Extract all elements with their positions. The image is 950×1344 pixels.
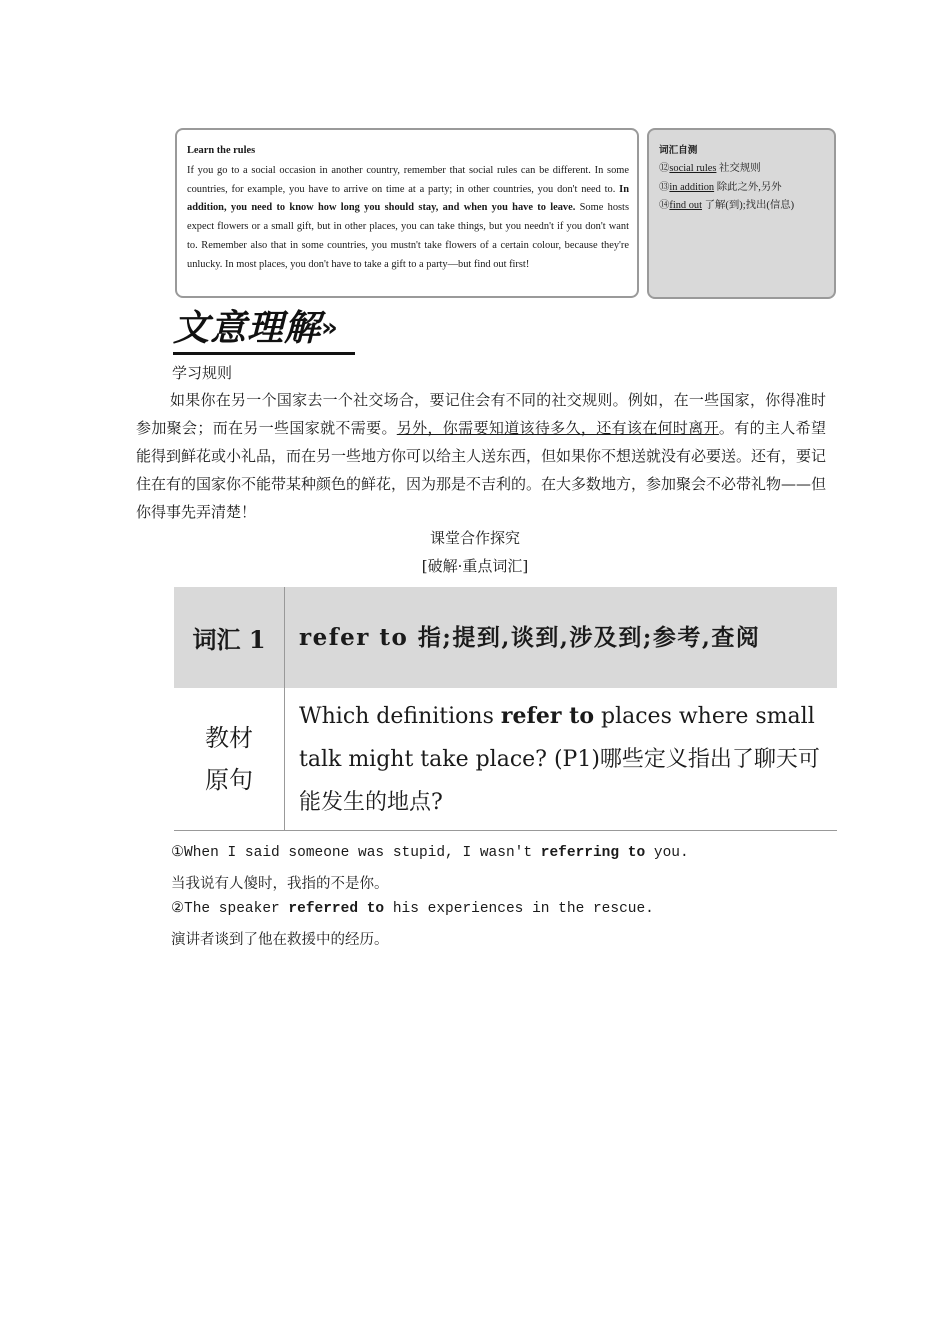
- example-translation: 演讲者谈到了他在救援中的经历。: [171, 932, 389, 948]
- table-header-row: [174, 587, 837, 688]
- vocab-item: [659, 197, 826, 215]
- source-label-line: 教材: [205, 724, 253, 752]
- translation-title: 学习规则: [172, 364, 233, 382]
- vocabulary-table: [174, 587, 837, 831]
- vocab-item-meaning: 除此之外,另外: [714, 181, 782, 193]
- vocab-item: [659, 160, 826, 178]
- example-text: his experiences in the rescue.: [384, 901, 654, 917]
- passage-text-1: If you go to a social occasion in another country, remember that social rules can be different. In some countries, for example, you have to arrive on time at a party; in other countries, you don't need to.: [187, 164, 629, 195]
- example-sentence: [171, 844, 689, 861]
- source-text: places where small talk might take place? (P1)哪些定义指出了聊天可能发生的地点?: [299, 703, 820, 815]
- example-number: ②: [171, 901, 184, 917]
- reading-passage-box: [175, 128, 639, 298]
- vocab-box-title: 词汇自测: [659, 145, 698, 156]
- vocab-label: 词汇 1: [174, 587, 285, 688]
- translation-underlined: 另外，你需要知道该待多久，还有该在何时离开: [396, 419, 719, 437]
- vocab-item-number: ⑫: [659, 163, 670, 175]
- translation-text-2: 。有的主人希望能得到鲜花或小礼品，而在另一些地方你可以给主人送东西，但如果你不想送就没有必要送。还有，要记住在有的国家你不能带某种颜色的鲜花，因为那是不吉利的。在大多数地方，参加聚会不必带礼物——但你得事先弄清楚！: [136, 419, 827, 521]
- vocab-item-number: ⑭: [659, 200, 670, 212]
- translation-paragraph: [136, 386, 826, 526]
- vocab-item-term: in addition: [669, 181, 715, 193]
- passage-key-sentence: In addition, you need to know how long you should stay, and when you have to leave.: [187, 183, 629, 214]
- vocab-item-term: find out: [669, 200, 703, 212]
- example-translation: 当我说有人傻时，我指的不是你。: [171, 876, 389, 892]
- heading-underline: [173, 352, 355, 355]
- translation-text-1: 如果你在另一个国家去一个社交场合，要记住会有不同的社交规则。例如，在一些国家，你得准时参加聚会；而在另一些国家就不需要。: [136, 391, 826, 437]
- example-text: When I said someone was stupid, I wasn't: [184, 845, 541, 861]
- double-chevron-icon: »: [321, 313, 338, 343]
- table-row: [174, 688, 837, 831]
- source-text: Which definitions: [299, 703, 501, 729]
- passage-text-2: Some hosts expect flowers or a small gift, but in other places, you can take things, but you needn't if you don't want to. Remember also that in some countries, you mustn't take flowers of a certain colour, because they're unlucky. In most places, you don't have to take a gift to a party—but find out first!: [187, 202, 629, 270]
- section-title: 课堂合作探究: [429, 529, 520, 547]
- example-text: The speaker: [184, 901, 289, 917]
- sub-title: [破解·重点词汇]: [421, 557, 529, 575]
- vocab-item: [659, 179, 826, 197]
- vocab-entry: refer to 指;提到,谈到,涉及到;参考,查阅: [285, 587, 838, 688]
- vocab-item-meaning: 社交规则: [716, 163, 761, 175]
- source-label-line: 原句: [205, 766, 253, 794]
- example-sentence: [171, 900, 654, 917]
- example-number: ①: [171, 845, 184, 861]
- vocab-item-meaning: 了解(到);找出(信息): [702, 200, 795, 212]
- example-text: you.: [645, 845, 689, 861]
- example-keyword: referred to: [288, 901, 385, 917]
- section-heading-comprehension: [173, 306, 338, 356]
- vocab-item-term: social rules: [669, 163, 717, 175]
- source-label: [174, 688, 285, 831]
- section-heading-text: 文意理解: [173, 308, 322, 349]
- vocab-item-number: ⑬: [659, 181, 670, 193]
- vocab-self-test-box: [647, 128, 836, 299]
- passage-body: [187, 162, 629, 275]
- passage-title: Learn the rules: [187, 145, 256, 156]
- source-sentence: [285, 688, 838, 831]
- example-keyword: referring to: [540, 845, 646, 861]
- source-keyword: refer to: [500, 702, 594, 729]
